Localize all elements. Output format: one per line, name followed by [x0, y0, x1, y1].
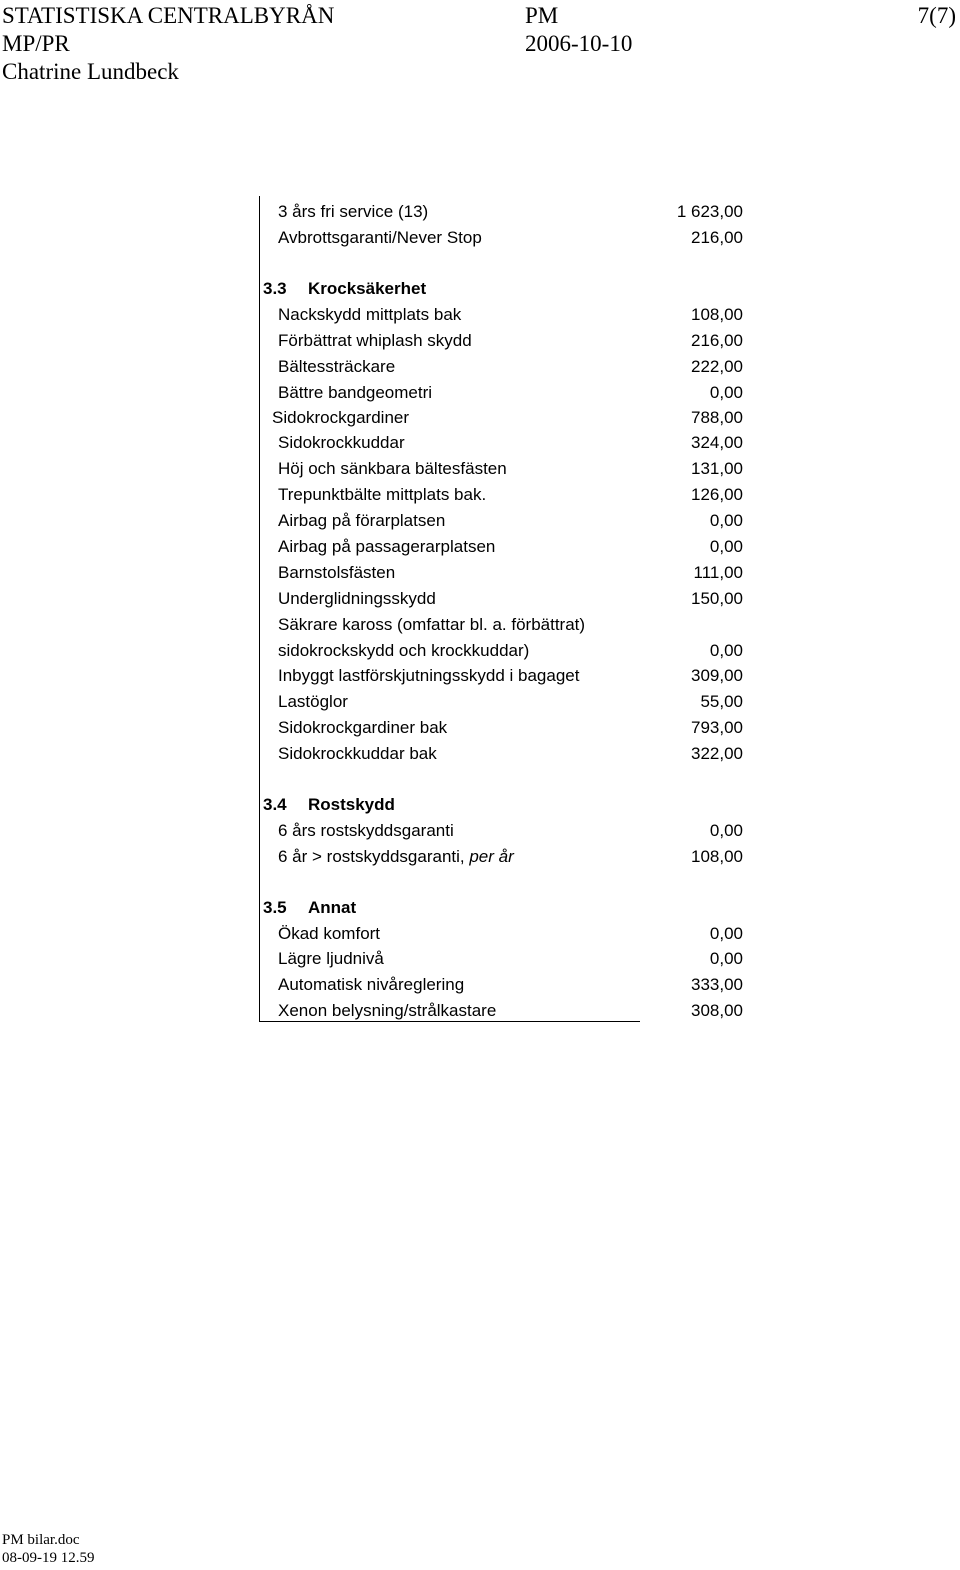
section-title: Annat	[308, 898, 357, 917]
table-row	[0, 972, 960, 998]
row-value: 788,00	[691, 408, 743, 427]
table-row	[0, 663, 960, 689]
section-title: Krocksäkerhet	[308, 279, 427, 298]
row-label: Inbyggt lastförskjutningsskydd i bagaget	[278, 666, 580, 685]
table-row	[0, 560, 960, 586]
row-label: Bältessträckare	[278, 357, 396, 376]
row-value: 793,00	[691, 718, 743, 737]
table-row	[0, 638, 960, 664]
row-value: 222,00	[691, 357, 743, 376]
table-row	[0, 741, 960, 767]
document-author: Chatrine Lundbeck	[2, 59, 179, 84]
row-value: 108,00	[691, 847, 743, 866]
table-row	[0, 302, 960, 328]
row-label: Automatisk nivåreglering	[278, 975, 465, 994]
table-row	[0, 225, 960, 251]
section-heading	[0, 792, 960, 818]
row-label-italic: per år	[469, 847, 514, 866]
table-row	[0, 199, 960, 225]
row-value: 216,00	[691, 228, 743, 247]
row-label: Underglidningsskydd	[278, 589, 436, 608]
row-label: Airbag på förarplatsen	[278, 511, 446, 530]
row-value: 150,00	[691, 589, 743, 608]
document-type: PM	[525, 3, 559, 28]
section-heading	[0, 895, 960, 921]
row-value: 111,00	[693, 563, 743, 582]
footer-timestamp: 08-09-19 12.59	[2, 1550, 95, 1566]
table-row	[0, 482, 960, 508]
row-value: 108,00	[691, 305, 743, 324]
row-label: sidokrockskydd och krockkuddar)	[278, 641, 530, 660]
document-date: 2006-10-10	[525, 31, 633, 56]
row-value: 324,00	[691, 433, 743, 452]
row-value: 0,00	[709, 924, 743, 943]
row-label: Xenon belysning/strålkastare	[278, 1001, 497, 1020]
row-value: 333,00	[691, 975, 743, 994]
table-row	[0, 818, 960, 844]
row-value: 0,00	[709, 537, 743, 556]
document-reference: MP/PR	[2, 31, 70, 56]
organization-name: STATISTISKA CENTRALBYRÅN	[2, 3, 335, 28]
row-value: 322,00	[691, 744, 743, 763]
table-row	[0, 689, 960, 715]
table-row	[0, 405, 960, 431]
row-label-text: 6 år > rostskyddsgaranti,	[278, 847, 470, 866]
table-row	[0, 612, 960, 638]
section-number: 3.5	[263, 898, 287, 917]
table-row	[0, 328, 960, 354]
row-label: Sidokrockgardiner	[272, 408, 410, 427]
section-heading	[0, 276, 960, 302]
row-label: Trepunktbälte mittplats bak.	[278, 485, 487, 504]
row-value: 0,00	[709, 821, 743, 840]
row-label: Höj och sänkbara bältesfästen	[278, 459, 507, 478]
table-row	[0, 354, 960, 380]
row-label: 6 års rostskyddsgaranti	[278, 821, 454, 840]
row-label: Bättre bandgeometri	[278, 383, 433, 402]
row-label: Avbrottsgaranti/Never Stop	[278, 228, 482, 247]
row-value: 0,00	[709, 511, 743, 530]
table-row	[0, 921, 960, 947]
table-row	[0, 508, 960, 534]
row-label: 3 års fri service (13)	[278, 202, 429, 221]
table-row	[0, 998, 960, 1024]
row-label: Sidokrockkuddar bak	[278, 744, 437, 763]
row-label	[278, 844, 514, 870]
row-label: Barnstolsfästen	[278, 563, 396, 582]
row-value: 0,00	[709, 641, 743, 660]
table-row	[0, 715, 960, 741]
row-value: 308,00	[691, 1001, 743, 1020]
section-number: 3.3	[263, 279, 287, 298]
row-label: Airbag på passagerarplatsen	[278, 537, 496, 556]
row-label: Sidokrockgardiner bak	[278, 718, 448, 737]
footer-filename: PM bilar.doc	[2, 1532, 80, 1548]
row-value: 131,00	[691, 459, 743, 478]
row-label: Ökad komfort	[278, 924, 381, 943]
table-row	[0, 430, 960, 456]
table-row	[0, 586, 960, 612]
page-number: 7(7)	[917, 3, 956, 28]
row-value: 0,00	[709, 949, 743, 968]
row-value: 309,00	[691, 666, 743, 685]
row-label: Lastöglor	[278, 692, 348, 711]
row-value: 126,00	[691, 485, 743, 504]
row-label: Säkrare kaross (omfattar bl. a. förbättrat)	[278, 615, 586, 634]
row-label: Lägre ljudnivå	[278, 949, 384, 968]
section-title: Rostskydd	[308, 795, 395, 814]
row-value: 216,00	[691, 331, 743, 350]
table-row	[0, 844, 960, 870]
table-row	[0, 456, 960, 482]
row-value: 0,00	[709, 383, 743, 402]
table-row	[0, 534, 960, 560]
row-value: 55,00	[700, 692, 743, 711]
table-row	[0, 946, 960, 972]
row-label: Förbättrat whiplash skydd	[278, 331, 472, 350]
section-number: 3.4	[263, 795, 287, 814]
row-label: Nackskydd mittplats bak	[278, 305, 462, 324]
table-row	[0, 380, 960, 406]
row-label: Sidokrockkuddar	[278, 433, 405, 452]
row-value: 1 623,00	[676, 202, 743, 221]
